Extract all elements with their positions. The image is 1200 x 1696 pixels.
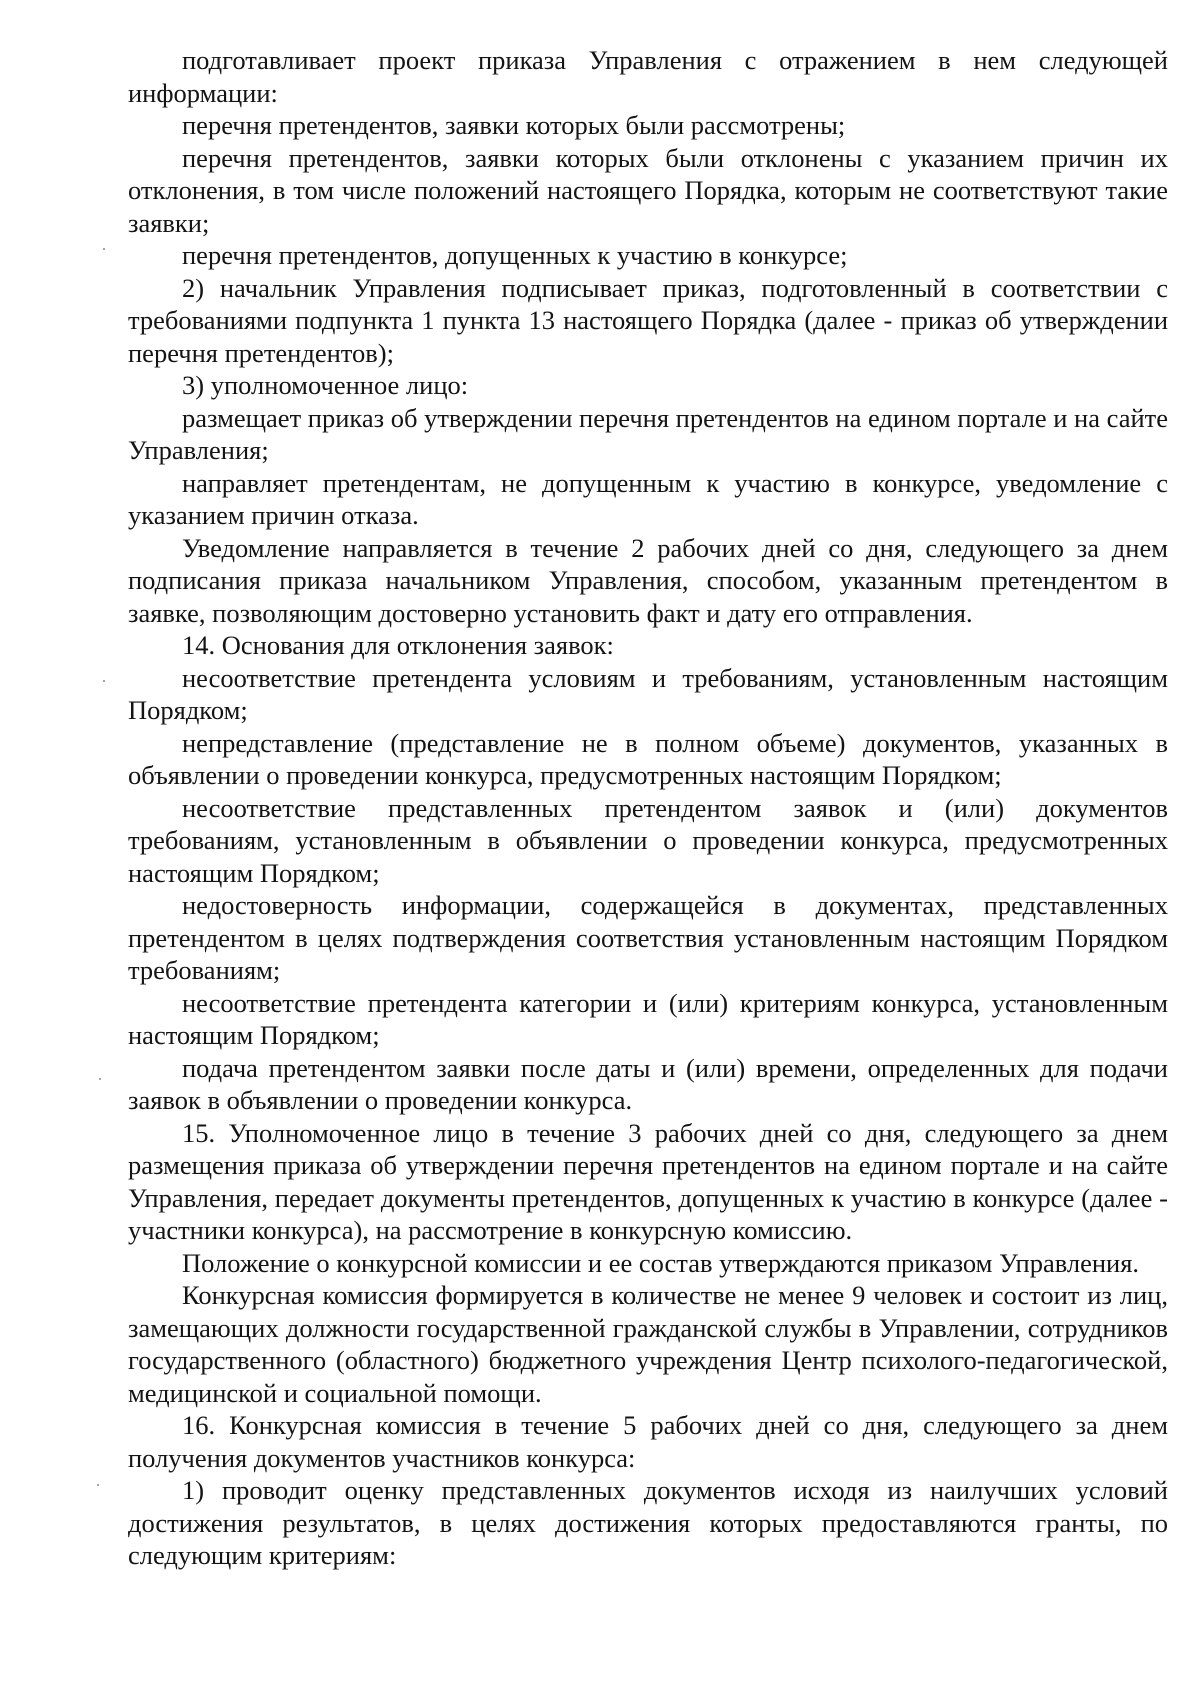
paragraph: несоответствие претендента категории и (или) критериям конкурса, установленным настоящим Порядком; (128, 987, 1168, 1050)
scan-speck (103, 248, 105, 250)
paragraph: несоответствие представленных претендентом заявок и (или) документов требованиям, установленным в объявлении о проведении конкурса, предусмотренных настоящим Порядком; (128, 792, 1168, 888)
paragraph: перечня претендентов, заявки которых были отклонены с указанием причин их отклонения, в том числе положений настоящего Порядка, которым не соответствуют такие заявки; (128, 142, 1168, 238)
paragraph: размещает приказ об утверждении перечня претендентов на едином портале и на сайте Управления; (128, 402, 1168, 465)
paragraph: 3) уполномоченное лицо: (182, 370, 469, 400)
paragraph: перечня претендентов, допущенных к участию в конкурсе; (182, 240, 848, 270)
paragraph: Конкурсная комиссия формируется в количестве не менее 9 человек и состоит из лиц, замещающих должности государственной гражданской службы в Управлении, сотрудников государственного (областного) бюджетного учреждения Центр психолого-педагогической, медицинской и социальной помощи. (128, 1280, 1168, 1408)
section-heading: 14. Основания для отклонения заявок: (182, 630, 614, 660)
paragraph: 16. Конкурсная комиссия в течение 5 рабочих дней со дня, следующего за днем получения документов участников конкурса: (128, 1410, 1168, 1473)
scan-speck (99, 1078, 101, 1080)
paragraph: перечня претендентов, заявки которых были рассмотрены; (182, 110, 846, 140)
scan-speck (103, 680, 105, 682)
paragraph: недостоверность информации, содержащейся в документах, представленных претендентом в целях подтверждения соответствия установленным настоящим Порядком требованиям; (128, 890, 1168, 985)
paragraph: направляет претендентам, не допущенным к участию в конкурсе, уведомление с указанием причин отказа. (128, 467, 1168, 530)
paragraph: 2) начальник Управления подписывает приказ, подготовленный в соответствии с требованиями подпункта 1 пункта 13 настоящего Порядка (далее - приказ об утверждении перечня претендентов); (128, 272, 1168, 368)
paragraph: 15. Уполномоченное лицо в течение 3 рабочих дней со дня, следующего за днем размещения приказа об утверждении перечня претендентов на едином портале и на сайте Управления, передает документы претендентов, допущенных к участию в конкурсе (далее - участники конкурса), на рассмотрение в конкурсную комиссию. (128, 1117, 1168, 1245)
scan-speck (97, 1484, 99, 1486)
paragraph: 1) проводит оценку представленных документов исходя из наилучших условий достижения результатов, в целях достижения которых предоставляются гранты, по следующим критериям: (128, 1475, 1168, 1570)
document-body (128, 44, 1168, 1572)
paragraph: подача претендентом заявки после даты и (или) времени, определенных для подачи заявок в объявлении о проведении конкурса. (128, 1052, 1168, 1115)
paragraph: Уведомление направляется в течение 2 рабочих дней со дня, следующего за днем подписания приказа начальником Управления, способом, указанным претендентом в заявке, позволяющим достоверно установить факт и дату его отправления. (128, 532, 1168, 628)
paragraph: Положение о конкурсной комиссии и ее состав утверждаются приказом Управления. (182, 1247, 1140, 1278)
paragraph: подготавливает проект приказа Управления с отражением в нем следующей информации: (128, 45, 1168, 108)
paragraph: непредставление (представление не в полном объеме) документов, указанных в объявлении о проведении конкурса, предусмотренных настоящим Порядком; (128, 727, 1168, 790)
paragraph: несоответствие претендента условиям и требованиям, установленным настоящим Порядком; (128, 662, 1168, 725)
